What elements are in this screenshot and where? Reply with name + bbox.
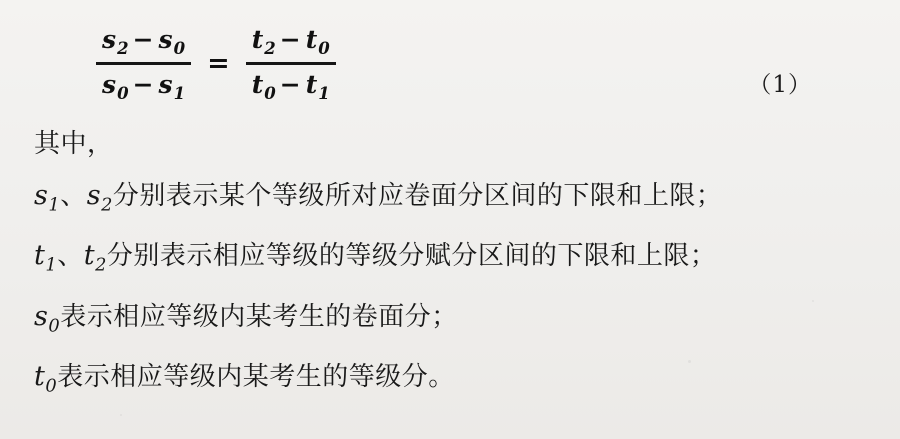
equation-expression [96, 22, 336, 106]
equals-sign: = [207, 48, 230, 80]
right-denominator: $t_0 - t_1$ [251, 69, 330, 103]
text-line-intro-content: 其中， [34, 129, 114, 159]
symbol-t0: $t_0$ [34, 361, 58, 397]
right-numerator: $t_2 - t_0$ [251, 25, 330, 58]
symbol-t2: $t_2$ [83, 240, 107, 276]
body-text [34, 118, 874, 412]
text-line-s-range: $s_1$、$s_2$分别表示某个等级所对应卷面分区间的下限和上限； [34, 180, 723, 216]
text-line-t0-def [34, 351, 874, 411]
left-denominator: $s_0 - s_1$ [102, 69, 186, 103]
left-fraction [96, 22, 191, 106]
left-fraction-bar [96, 62, 191, 65]
symbols-s-range: $s_1$ [34, 180, 61, 216]
text-line-s0-def [34, 291, 874, 351]
text-line-t-range-content: 分别表示相应等级的等级分赋分区间的下限和上限； [106, 241, 717, 272]
equation-block [0, 18, 900, 102]
equation-number: （1） [748, 72, 812, 98]
right-fraction [246, 22, 336, 106]
text-line-intro [34, 118, 874, 170]
symbol-s2: $s_2$ [86, 180, 113, 216]
right-fraction-bar [246, 62, 336, 65]
text-line-s0-def-content: 表示相应等级内某考生的卷面分； [60, 301, 458, 332]
left-numerator: $s_2 - s_0$ [102, 25, 186, 58]
symbol-s0: $s_0$ [34, 300, 61, 337]
text-line-s-range-content: 分别表示某个等级所对应卷面分区间的下限和上限； [112, 181, 723, 211]
paper-speckle [120, 414, 122, 416]
symbols-t-range: $t_1$ [34, 240, 58, 276]
text-line-t0-def-content: 表示相应等级内某考生的等级分。 [57, 362, 455, 393]
text-line-t-range: $t_1$、$t_2$分别表示相应等级的等级分赋分区间的下限和上限； [34, 240, 717, 276]
